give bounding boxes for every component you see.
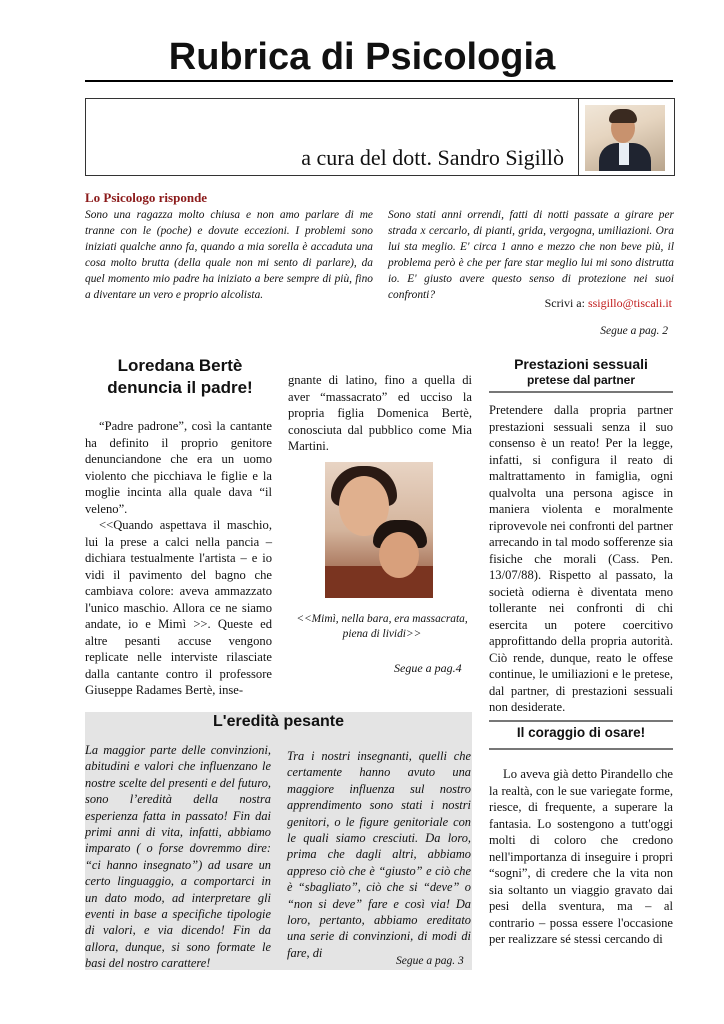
prestazioni-headline — [489, 356, 673, 388]
psicologo-letter-right: Sono stati anni orrendi, fatti di notti passate a girare per strada x cercarlo, di pianti, grida, vergogna, umiliazioni. Ora lui sta meglio. E' circa 1 anno e mezzo che non beve più, il problema però è che per fare star meglio lui mi sono distrutta io. E' giusto avere questo senso di protezione nei suoi confronti? — [388, 209, 674, 301]
page-title: Rubrica di Psicologia — [168, 36, 556, 78]
loredana-paragraph-1: “Padre padrone”, così la cantante ha definito il proprio genitore denunciandone che era un uomo violento che picchiava le figlie e la moglie incinta alla quale dava “il veleno”. — [85, 419, 272, 516]
coraggio-rule-bottom — [489, 748, 673, 750]
prestazioni-title: Prestazioni sessuali — [514, 356, 648, 372]
coraggio-headline: Il coraggio di osare! — [516, 725, 646, 740]
eredita-headline: L'eredità pesante — [213, 713, 344, 730]
loredana-column-1 — [85, 418, 272, 699]
loredana-headline: Loredana Bertè denuncia il padre! — [107, 356, 253, 397]
contact-email-link[interactable]: ssigillo@tiscali.it — [587, 296, 672, 310]
continued-page-2: Segue a pag. 2 — [600, 325, 668, 337]
header-box — [85, 98, 675, 176]
author-photo-cell — [578, 99, 674, 175]
continued-page-4: Segue a pag.4 — [394, 661, 462, 675]
coraggio-paragraph: Lo aveva già detto Pirandello che la realtà, con le sue variegate forme, riesce, di frequente, a superare la fantasia. Lo sostengono a tutt'oggi molti di coloro che credono nell'importanza di inseguire i propri “sogni”, di credere che la vita non sia soltanto un viaggio gravato dai pesi della sventura, ma – al contrario – possa essere l'occasione per realizzare sé stessi cercando di — [489, 767, 673, 946]
prestazioni-rule — [489, 391, 673, 393]
title-rule — [85, 80, 673, 82]
mimi-martini-photo — [325, 462, 433, 598]
continued-page-3: Segue a pag. 3 — [396, 955, 464, 967]
contact-line — [545, 296, 672, 311]
contact-label: Scrivi a: — [544, 296, 585, 310]
coraggio-rule-top — [489, 720, 673, 722]
photo-caption: <<Mimì, nella bara, era massacrata, piena di lividi>> — [296, 613, 468, 640]
psicologo-heading: Lo Psicologo risponde — [85, 190, 208, 205]
eredita-column-2: Tra i nostri insegnanti, quelli che certamente hanno avuto una maggiore influenza sul nostro apprendimento sono stati i nostri genitori, o le figure genitoriale con le quali siamo cresciuti. Da loro, prima che dagli altri, abbiamo appreso ciò che è “giusto” e ciò che è “sbagliato”, ciò che si “deve” o “non si deve” fare e così via! Da loro, pertanto, abbiamo ereditato una serie di convinzioni, di modi di fare, di — [287, 749, 471, 960]
loredana-paragraph-2: <<Quando aspettava il maschio, lui la prese a calci nella pancia – dichiara testualmente l'artista – e io vidi il pavimento del bagno che cambiava colore: aveva ammazzato l'unico maschio. Allora ce ne siamo andate, io e Mimì >>. Queste ed altre pesanti accuse vengono replicate nelle interviste rilasciate dalla cantante contro il professore Giuseppe Radames Bertè, inse- — [85, 518, 272, 697]
prestazioni-subtitle: pretese dal partner — [526, 373, 636, 387]
prestazioni-text: Pretendere dalla propria partner prestazioni sessuali senza il suo consenso è un reato! Per la legge, infatti, si configura il reato di maltrattamento in famiglia, ogni qualvolta una persona agisce in maniera violenta e moralmente riprovevole nei confronti del partner arrecando in tal modo sofferenze sia fisiche che morali (Cass. Pen. 13/07/88). Rispetto al passato, la società odierna è diventata meno tollerante nei confronti di chi esercita un potere coercitivo approfittando della propria autorità. Ciò rende, dunque, reato le offese continue, le umiliazioni e le pretese, dal partner, di prestazioni sessuali non desiderate. — [489, 403, 673, 714]
author-subtitle: a cura del dott. Sandro Sigillò — [301, 145, 564, 170]
psicologo-letter-left: Sono una ragazza molto chiusa e non amo parlare di me tranne con le (poche) e dovute eccezioni. I problemi sono iniziati qualche anno fa, quando a mia sorella è accaduta una cosa molto brutta (della quale non mi sento di parlare), da quel momento mio padre ha iniziato a bere sempre di più, fino a diventare un vero e proprio alcolista. — [85, 209, 373, 301]
loredana-column-2: gnante di latino, fino a quella di aver “massacrato” ed ucciso la propria figlia Domenica Bertè, conosciuta dal pubblico come Mia Martini. — [288, 373, 472, 453]
author-photo — [585, 105, 665, 171]
eredita-column-1: La maggior parte delle convinzioni, abitudini e valori che influenzano le nostre scelte del presenti e del futuro, sono l’eredità della nostra esperienza fatta in passato! Fin dai primi anni di vita, infatti, abbiamo imparato ( o forse dovremmo dire: “ci hanno insegnato”) ad usare un certo linguaggio, a comportarci in un dato modo, ad interpretare gli eventi in base a specifiche tipologie di valori, e via dicendo! Fin da allora, dunque, si sono formate le basi del nostro carattere! — [85, 743, 271, 971]
coraggio-text — [489, 766, 673, 948]
